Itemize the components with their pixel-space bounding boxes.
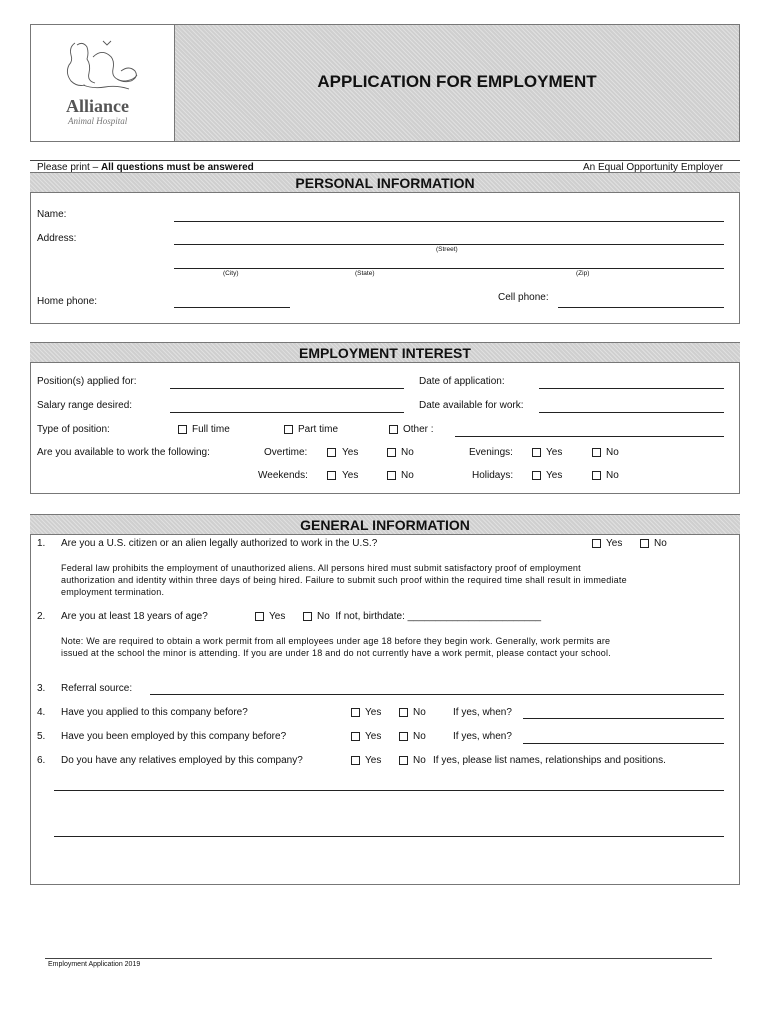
street-field[interactable] [174,244,724,245]
overtime-no-label: No [401,447,414,458]
relatives-line-2[interactable] [54,836,724,837]
q6-text: Do you have any relatives employed by this company? [61,755,303,766]
cell-phone-label: Cell phone: [498,292,549,303]
q4-yes-checkbox[interactable] [351,708,360,717]
q4-number: 4. [37,707,46,718]
q1-yes-label: Yes [606,538,623,549]
name-label: Name: [37,209,67,220]
q1-number: 1. [37,538,46,549]
q2-no-checkbox[interactable] [303,612,312,621]
positions-label: Position(s) applied for: [37,376,137,387]
q5-when-field[interactable] [523,743,724,744]
overtime-no-checkbox[interactable] [387,448,396,457]
footer-rule [45,958,712,959]
other-field[interactable] [455,436,724,437]
type-position-label: Type of position: [37,424,110,435]
home-phone-label: Home phone: [37,296,98,307]
q4-yes-label: Yes [365,707,382,718]
personal-section [30,172,740,324]
q1-note-line-3: employment termination. [61,587,165,597]
city-state-zip-field[interactable] [174,268,724,269]
evenings-label: Evenings: [469,447,513,458]
holidays-label: Holidays: [472,470,514,481]
q2-number: 2. [37,611,46,622]
logo-name: Alliance [66,96,129,116]
personal-heading: PERSONAL INFORMATION [30,173,740,193]
q2-note-line-2: issued at the school the minor is attending. If you are under 18 and do not currently have a work permit, please contact your school. [61,648,611,658]
full-time-label: Full time [192,424,230,435]
page-title: APPLICATION FOR EMPLOYMENT [317,72,597,91]
q2-no-label: No [317,611,330,622]
weekends-yes-checkbox[interactable] [327,471,336,480]
q1-note-line-2: authorization and identity within three days of being hired. Failure to submit such proof within the required time shall result in immediate [61,575,627,585]
q2-yes-checkbox[interactable] [255,612,264,621]
q1-no-checkbox[interactable] [640,539,649,548]
logo-area [31,25,175,141]
address-label: Address: [37,233,77,244]
employment-heading: EMPLOYMENT INTEREST [30,343,740,363]
q4-no-checkbox[interactable] [399,708,408,717]
q4-when-field[interactable] [523,718,724,719]
date-application-field[interactable] [539,388,724,389]
evenings-yes-checkbox[interactable] [532,448,541,457]
overtime-label: Overtime: [264,447,308,458]
top-rule [30,160,740,161]
weekends-yes-label: Yes [342,470,359,481]
q1-yes-checkbox[interactable] [592,539,601,548]
holidays-yes-checkbox[interactable] [532,471,541,480]
q2-yes-label: Yes [269,611,286,622]
q5-no-label: No [413,731,426,742]
please-print: Please print – [37,162,101,173]
q4-if-yes-label: If yes, when? [453,707,512,718]
q1-text: Are you a U.S. citizen or an alien legally authorized to work in the U.S.? [61,538,378,549]
holidays-yes-label: Yes [546,470,563,481]
holidays-no-checkbox[interactable] [592,471,601,480]
street-caption: (Street) [436,246,458,253]
q5-if-yes-label: If yes, when? [453,731,512,742]
general-heading: GENERAL INFORMATION [30,515,740,535]
weekends-no-checkbox[interactable] [387,471,396,480]
zip-caption: (Zip) [576,270,590,277]
referral-field[interactable] [150,694,724,695]
logo-subtitle: Animal Hospital [68,116,128,126]
q6-no-label: No [413,755,426,766]
overtime-yes-label: Yes [342,447,359,458]
equal-opportunity: An Equal Opportunity Employer [583,162,724,173]
evenings-no-label: No [606,447,619,458]
weekends-label: Weekends: [258,470,308,481]
q6-yes-label: Yes [365,755,382,766]
other-label: Other : [403,424,434,435]
q6-list-instruction: If yes, please list names, relationships and positions. [433,755,666,766]
all-questions: All questions must be answered [100,162,254,173]
positions-field[interactable] [170,388,404,389]
q6-number: 6. [37,755,46,766]
q5-yes-checkbox[interactable] [351,732,360,741]
q2-ifnot-birthdate[interactable] [317,611,541,622]
q1-no-label: No [654,538,667,549]
state-caption: (State) [355,270,375,277]
salary-label: Salary range desired: [37,400,133,411]
dog-cat-logo-icon [63,37,153,97]
q5-no-checkbox[interactable] [399,732,408,741]
q1-note-line-1: Federal law prohibits the employment of unauthorized aliens. All persons hired must submit satisfactory proof of employment [61,563,581,573]
q2-birthdate-field: If not, birthdate: ________________________ [335,611,542,622]
available-question: Are you available to work the following: [37,447,210,458]
q3-number: 3. [37,683,46,694]
part-time-checkbox[interactable] [284,425,293,434]
q6-yes-checkbox[interactable] [351,756,360,765]
q2-note-line-1: Note: We are required to obtain a work permit from all employees under age 18 before they begin work. Generally, work permits are [61,636,611,646]
holidays-no-label: No [606,470,619,481]
weekends-no-label: No [401,470,414,481]
evenings-yes-label: Yes [546,447,563,458]
cell-phone-field[interactable] [558,307,724,308]
q4-no-label: No [413,707,426,718]
relatives-line-1[interactable] [54,790,724,791]
footer-text: Employment Application 2019 [48,961,141,968]
date-available-field[interactable] [539,412,724,413]
q5-text: Have you been employed by this company before? [61,731,287,742]
home-phone-field[interactable] [174,307,290,308]
q3-text: Referral source: [61,683,133,694]
city-caption: (City) [223,270,239,277]
overtime-yes-checkbox[interactable] [327,448,336,457]
employment-section [30,342,740,494]
date-available-label: Date available for work: [419,400,524,411]
evenings-no-checkbox[interactable] [592,448,601,457]
part-time-label: Part time [298,424,339,435]
q5-number: 5. [37,731,46,742]
q6-no-checkbox[interactable] [399,756,408,765]
q4-text: Have you applied to this company before? [61,707,248,718]
name-field[interactable] [174,221,724,222]
q2-text: Are you at least 18 years of age? [61,611,208,622]
salary-field[interactable] [170,412,404,413]
date-application-label: Date of application: [419,376,505,387]
full-time-checkbox[interactable] [178,425,187,434]
other-checkbox[interactable] [389,425,398,434]
q5-yes-label: Yes [365,731,382,742]
